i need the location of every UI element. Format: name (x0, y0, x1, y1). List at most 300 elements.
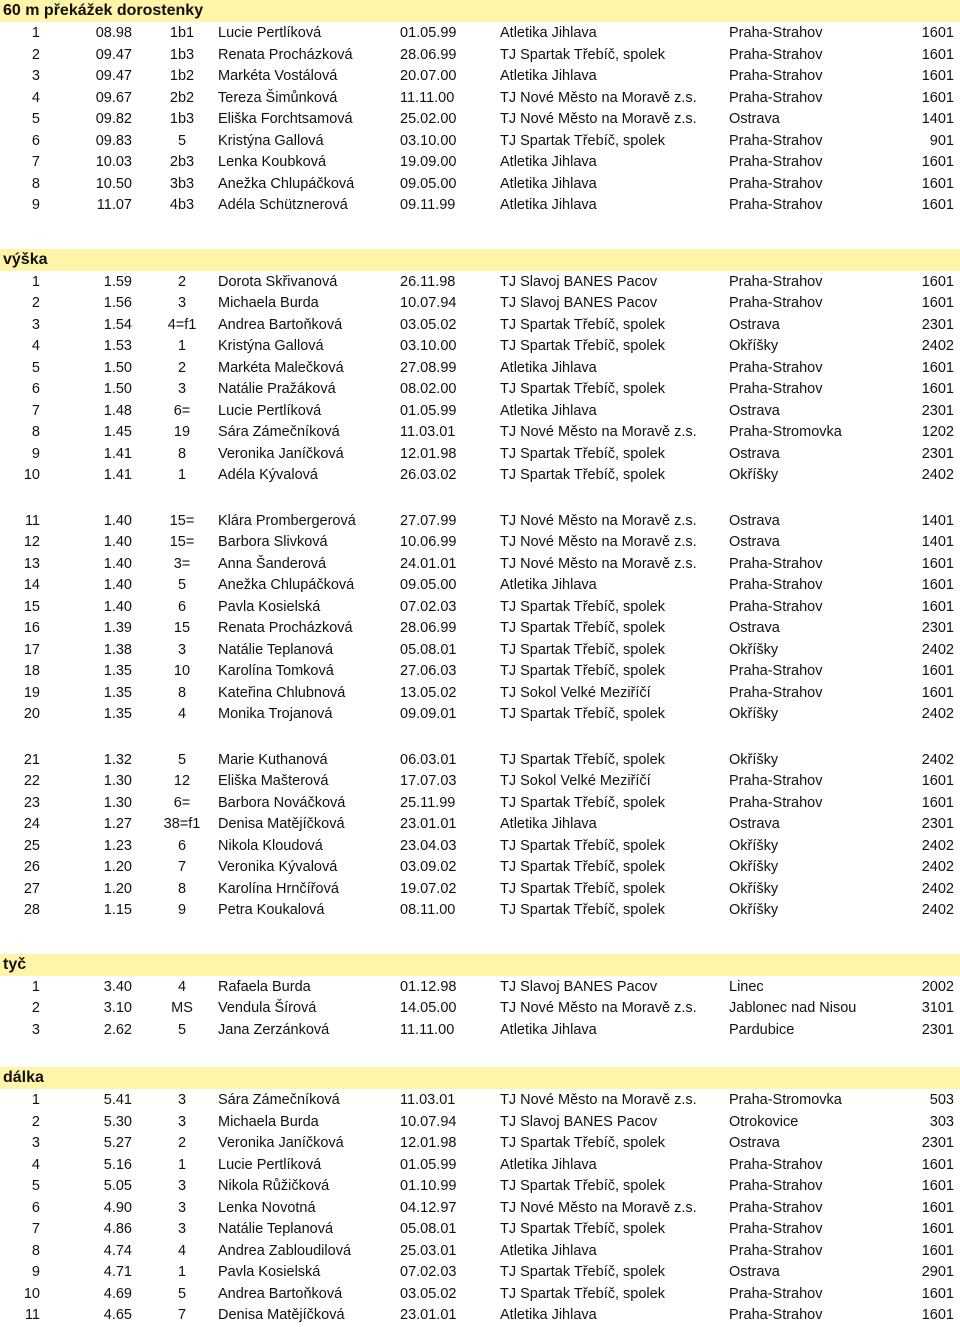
cell-venue: Praha-Strahov (729, 1178, 823, 1194)
cell-rank: 5 (31, 1178, 40, 1194)
cell-club: Atletika Jihlava (500, 1021, 597, 1038)
cell-venue: Praha-Strahov (729, 1285, 823, 1302)
cell-rank: 2 (31, 1113, 40, 1130)
cell-venue: Praha-Strahov (729, 577, 823, 593)
cell-name: Lucie Pertlíková (218, 25, 322, 41)
cell-name: Lucie Pertlíková (218, 1156, 322, 1173)
cell-name: Marie Kuthanová (218, 751, 328, 768)
cell-name: Kristýna Gallová (218, 338, 324, 354)
cell-name: Andrea Zabloudilová (218, 1242, 352, 1259)
cell-name: Nikola Kloudová (218, 837, 323, 854)
cell-place: 5 (177, 1285, 187, 1302)
cell-venue: Okříšky (729, 467, 779, 483)
cell-rank: 3 (31, 316, 40, 333)
result-row (0, 998, 960, 1020)
cell-venue: Praha-Strahov (729, 684, 823, 701)
cell-rank: 4 (31, 338, 40, 354)
cell-date: 1202 (921, 424, 954, 440)
section-title: tyč (0, 954, 960, 976)
result-row (0, 109, 960, 131)
cell-name: Renata Procházková (218, 46, 353, 63)
cell-name: Vendula Šírová (218, 1000, 317, 1016)
cell-rank: 8 (31, 1242, 40, 1259)
cell-club: TJ Spartak Třebíč, spolek (500, 316, 665, 333)
cell-date: 2402 (921, 837, 954, 854)
cell-date: 1601 (921, 1178, 954, 1194)
cell-born: 01.12.98 (400, 978, 457, 995)
cell-place: 2b3 (169, 154, 195, 170)
cell-perf: 1.30 (103, 773, 132, 789)
cell-venue: Praha-Strahov (729, 273, 823, 290)
cell-rank: 7 (31, 1221, 40, 1237)
cell-born: 05.08.01 (400, 641, 457, 658)
cell-rank: 3 (31, 68, 40, 84)
cell-born: 10.07.94 (400, 1113, 457, 1130)
cell-rank: 8 (31, 175, 40, 192)
cell-venue: Praha-Strahov (729, 663, 823, 679)
cell-club: TJ Nové Město na Moravě z.s. (500, 1199, 697, 1216)
cell-name: Petra Koukalová (218, 902, 325, 918)
result-row (0, 771, 960, 793)
cell-venue: Praha-Strahov (729, 773, 823, 789)
cell-born: 13.05.02 (400, 684, 457, 701)
cell-born: 10.06.99 (400, 534, 457, 550)
cell-place: 5 (177, 577, 187, 593)
cell-rank: 16 (23, 620, 40, 636)
cell-rank: 8 (31, 424, 40, 440)
cell-club: TJ Nové Město na Moravě z.s. (500, 1000, 697, 1016)
cell-rank: 2 (31, 295, 40, 311)
cell-perf: 1.48 (103, 402, 132, 419)
cell-perf: 1.41 (103, 467, 132, 483)
cell-venue: Okříšky (729, 859, 779, 875)
cell-name: Michaela Burda (218, 1113, 319, 1130)
cell-club: TJ Nové Město na Moravě z.s. (500, 512, 697, 529)
cell-club: TJ Spartak Třebíč, spolek (500, 751, 665, 768)
cell-perf: 1.50 (103, 359, 132, 376)
cell-place: MS (171, 1000, 193, 1016)
cell-place: 2b2 (169, 89, 195, 106)
cell-perf: 5.41 (103, 1092, 132, 1108)
result-row (0, 618, 960, 640)
cell-name: Anežka Chlupáčková (218, 175, 355, 192)
cell-club: TJ Spartak Třebíč, spolek (500, 663, 665, 679)
cell-perf: 1.40 (103, 577, 132, 593)
cell-perf: 1.23 (103, 837, 132, 854)
cell-date: 1601 (921, 1156, 954, 1173)
cell-rank: 3 (31, 1021, 40, 1038)
result-row (0, 174, 960, 196)
cell-venue: Praha-Strahov (729, 794, 823, 811)
cell-venue: Okříšky (729, 902, 779, 918)
cell-venue: Praha-Strahov (729, 1307, 823, 1323)
cell-club: TJ Slavoj BANES Pacov (500, 273, 658, 290)
cell-club: TJ Spartak Třebíč, spolek (500, 1264, 665, 1280)
cell-rank: 13 (23, 555, 40, 572)
cell-place: 6 (177, 598, 187, 615)
result-row (0, 640, 960, 662)
cell-date: 2301 (921, 816, 954, 832)
cell-perf: 1.35 (103, 706, 132, 722)
cell-perf: 1.53 (103, 338, 132, 354)
result-row (0, 704, 960, 726)
result-row (0, 88, 960, 110)
cell-club: Atletika Jihlava (500, 577, 597, 593)
cell-name: Jana Zerzánková (218, 1021, 330, 1038)
result-row (0, 750, 960, 772)
cell-venue: Praha-Strahov (729, 381, 823, 397)
result-row (0, 793, 960, 815)
cell-club: TJ Nové Město na Moravě z.s. (500, 534, 697, 550)
cell-date: 1601 (921, 175, 954, 192)
cell-venue: Pardubice (729, 1021, 795, 1038)
cell-venue: Okříšky (729, 751, 779, 768)
cell-perf: 1.35 (103, 663, 132, 679)
cell-rank: 20 (23, 706, 40, 722)
cell-venue: Linec (729, 978, 764, 995)
cell-place: 1b2 (169, 68, 195, 84)
cell-perf: 08.98 (95, 25, 132, 41)
cell-rank: 22 (23, 773, 40, 789)
cell-place: 4=f1 (167, 316, 197, 333)
cell-venue: Okříšky (729, 880, 779, 897)
cell-place: 6= (173, 402, 191, 419)
cell-rank: 19 (23, 684, 40, 701)
cell-perf: 5.30 (103, 1113, 132, 1130)
cell-rank: 12 (23, 534, 40, 550)
result-row (0, 315, 960, 337)
section (0, 249, 960, 922)
cell-place: 4 (177, 1242, 187, 1259)
cell-name: Lucie Pertlíková (218, 402, 322, 419)
result-row (0, 683, 960, 705)
cell-born: 09.11.99 (400, 197, 456, 213)
cell-name: Barbora Slivková (218, 534, 328, 550)
cell-born: 28.06.99 (400, 46, 457, 63)
cell-born: 10.07.94 (400, 295, 457, 311)
cell-rank: 6 (31, 381, 40, 397)
cell-place: 5 (177, 1021, 187, 1038)
cell-club: TJ Sokol Velké Meziříčí (500, 684, 651, 701)
cell-date: 901 (929, 132, 954, 149)
cell-place: 7 (177, 1307, 187, 1323)
cell-place: 3 (177, 1221, 187, 1237)
cell-venue: Praha-Strahov (729, 295, 823, 311)
cell-born: 04.12.97 (400, 1199, 457, 1216)
cell-date: 1601 (921, 381, 954, 397)
cell-perf: 3.10 (103, 1000, 132, 1016)
cell-born: 03.05.02 (400, 316, 457, 333)
result-row (0, 1155, 960, 1177)
cell-club: TJ Nové Město na Moravě z.s. (500, 89, 697, 106)
cell-name: Eliška Mašterová (218, 773, 329, 789)
cell-name: Kateřina Chlubnová (218, 684, 346, 701)
cell-venue: Praha-Strahov (729, 89, 823, 106)
cell-rank: 5 (31, 359, 40, 376)
cell-rank: 27 (23, 880, 40, 897)
cell-club: TJ Spartak Třebíč, spolek (500, 902, 665, 918)
cell-name: Anna Šanderová (218, 555, 327, 572)
cell-born: 26.03.02 (400, 467, 457, 483)
section-title: výška (0, 249, 960, 271)
cell-rank: 1 (31, 1092, 40, 1108)
cell-born: 14.05.00 (400, 1000, 457, 1016)
cell-venue: Ostrava (729, 1264, 780, 1280)
cell-rank: 4 (31, 1156, 40, 1173)
result-row (0, 857, 960, 879)
cell-perf: 1.40 (103, 598, 132, 615)
cell-venue: Okříšky (729, 338, 779, 354)
cell-born: 25.03.01 (400, 1242, 457, 1259)
cell-perf: 1.54 (103, 316, 132, 333)
cell-club: TJ Nové Město na Moravě z.s. (500, 111, 697, 127)
cell-club: TJ Spartak Třebíč, spolek (500, 641, 665, 658)
cell-born: 28.06.99 (400, 620, 457, 636)
cell-rank: 1 (31, 25, 40, 41)
cell-rank: 9 (31, 197, 40, 213)
cell-rank: 10 (23, 1285, 40, 1302)
result-row (0, 511, 960, 533)
cell-born: 26.11.98 (400, 273, 456, 290)
cell-rank: 2 (31, 1000, 40, 1016)
cell-venue: Praha-Strahov (729, 1221, 823, 1237)
cell-date: 2901 (921, 1264, 954, 1280)
cell-date: 2301 (921, 316, 954, 333)
cell-name: Sára Zámečníková (218, 424, 340, 440)
cell-name: Lenka Koubková (218, 154, 327, 170)
cell-born: 01.10.99 (400, 1178, 457, 1194)
cell-club: TJ Sokol Velké Meziříčí (500, 773, 651, 789)
cell-venue: Ostrava (729, 445, 780, 462)
cell-place: 1 (177, 1264, 187, 1280)
result-row (0, 379, 960, 401)
cell-date: 1601 (921, 1199, 954, 1216)
cell-rank: 24 (23, 816, 40, 832)
cell-perf: 1.20 (103, 859, 132, 875)
cell-perf: 1.20 (103, 880, 132, 897)
cell-rank: 7 (31, 154, 40, 170)
cell-date: 2402 (921, 880, 954, 897)
cell-date: 2402 (921, 859, 954, 875)
cell-club: TJ Spartak Třebíč, spolek (500, 1135, 665, 1151)
cell-place: 19 (173, 424, 191, 440)
cell-place: 12 (173, 773, 191, 789)
result-row (0, 879, 960, 901)
cell-rank: 9 (31, 1264, 40, 1280)
cell-club: TJ Spartak Třebíč, spolek (500, 880, 665, 897)
cell-rank: 6 (31, 1199, 40, 1216)
cell-venue: Okříšky (729, 837, 779, 854)
cell-club: Atletika Jihlava (500, 1156, 597, 1173)
result-row (0, 597, 960, 619)
cell-perf: 5.27 (103, 1135, 132, 1151)
cell-date: 1601 (921, 555, 954, 572)
cell-club: Atletika Jihlava (500, 68, 597, 84)
cell-date: 3101 (921, 1000, 954, 1016)
cell-place: 1b3 (169, 111, 195, 127)
result-row (0, 661, 960, 683)
cell-perf: 4.69 (103, 1285, 132, 1302)
cell-name: Adéla Schütznerová (218, 197, 348, 213)
cell-name: Lenka Novotná (218, 1199, 316, 1216)
cell-date: 2301 (921, 1135, 954, 1151)
cell-date: 303 (929, 1113, 954, 1130)
cell-date: 1601 (921, 598, 954, 615)
cell-place: 4b3 (169, 197, 195, 213)
cell-venue: Jablonec nad Nisou (729, 1000, 857, 1016)
cell-venue: Ostrava (729, 816, 780, 832)
cell-name: Andrea Bartoňková (218, 1285, 343, 1302)
result-row (0, 293, 960, 315)
cell-place: 1b1 (169, 25, 195, 41)
cell-venue: Praha-Strahov (729, 46, 823, 63)
cell-date: 1601 (921, 577, 954, 593)
cell-rank: 2 (31, 46, 40, 63)
cell-rank: 11 (24, 1307, 40, 1323)
cell-born: 17.07.03 (400, 773, 457, 789)
cell-place: 3 (177, 381, 187, 397)
cell-perf: 1.40 (103, 555, 132, 572)
cell-date: 2301 (921, 402, 954, 419)
cell-born: 19.09.00 (400, 154, 457, 170)
cell-place: 3 (177, 1092, 187, 1108)
cell-date: 2301 (921, 620, 954, 636)
cell-rank: 10 (23, 467, 40, 483)
cell-name: Eliška Forchtsamová (218, 111, 353, 127)
cell-perf: 5.05 (103, 1178, 132, 1194)
cell-rank: 15 (23, 598, 40, 615)
cell-venue: Ostrava (729, 512, 780, 529)
result-row (0, 358, 960, 380)
cell-rank: 21 (23, 751, 40, 768)
result-row (0, 1020, 960, 1042)
cell-venue: Ostrava (729, 316, 780, 333)
cell-place: 8 (177, 445, 187, 462)
cell-date: 503 (929, 1092, 954, 1108)
cell-date: 1601 (921, 1221, 954, 1237)
cell-rank: 26 (23, 859, 40, 875)
cell-rank: 4 (31, 89, 40, 106)
cell-place: 2 (177, 273, 187, 290)
cell-born: 03.05.02 (400, 1285, 457, 1302)
result-row (0, 152, 960, 174)
cell-born: 11.11.00 (400, 89, 455, 106)
cell-name: Denisa Matějíčková (218, 1307, 345, 1323)
cell-place: 1 (177, 1156, 187, 1173)
cell-date: 2402 (921, 902, 954, 918)
cell-date: 2402 (921, 338, 954, 354)
cell-date: 1601 (921, 794, 954, 811)
cell-venue: Praha-Strahov (729, 1242, 823, 1259)
cell-date: 1601 (921, 68, 954, 84)
cell-place: 7 (177, 859, 187, 875)
cell-club: TJ Spartak Třebíč, spolek (500, 620, 665, 636)
result-row (0, 336, 960, 358)
result-row (0, 1305, 960, 1327)
cell-rank: 1 (31, 978, 40, 995)
cell-born: 12.01.98 (400, 1135, 457, 1151)
cell-born: 23.01.01 (400, 1307, 457, 1323)
cell-name: Kristýna Gallová (218, 132, 324, 149)
cell-club: Atletika Jihlava (500, 402, 597, 419)
cell-venue: Praha-Strahov (729, 25, 823, 41)
cell-perf: 1.15 (103, 902, 132, 918)
cell-perf: 4.65 (103, 1307, 132, 1323)
cell-date: 1601 (921, 197, 954, 213)
cell-place: 3 (177, 295, 187, 311)
cell-perf: 4.90 (103, 1199, 132, 1216)
cell-born: 09.05.00 (400, 577, 457, 593)
cell-rank: 6 (31, 132, 40, 149)
cell-venue: Praha-Strahov (729, 598, 823, 615)
cell-venue: Praha-Strahov (729, 68, 823, 84)
cell-born: 11.03.01 (400, 424, 456, 440)
cell-perf: 4.71 (103, 1264, 132, 1280)
cell-born: 07.02.03 (400, 598, 457, 615)
cell-perf: 3.40 (103, 978, 132, 995)
result-row (0, 1176, 960, 1198)
cell-place: 3= (173, 555, 191, 572)
cell-name: Veronika Kývalová (218, 859, 338, 875)
cell-perf: 1.35 (103, 684, 132, 701)
cell-perf: 1.45 (103, 424, 132, 440)
cell-date: 1601 (921, 295, 954, 311)
result-row (0, 1090, 960, 1112)
cell-place: 3b3 (169, 175, 195, 192)
cell-born: 09.09.01 (400, 706, 457, 722)
cell-venue: Praha-Strahov (729, 175, 823, 192)
cell-club: TJ Spartak Třebíč, spolek (500, 445, 665, 462)
cell-date: 2402 (921, 467, 954, 483)
cell-date: 1401 (921, 512, 954, 529)
cell-name: Andrea Bartoňková (218, 316, 343, 333)
cell-club: TJ Nové Město na Moravě z.s. (500, 1092, 697, 1108)
cell-born: 27.06.03 (400, 663, 457, 679)
cell-born: 12.01.98 (400, 445, 457, 462)
cell-perf: 1.27 (103, 816, 132, 832)
cell-club: Atletika Jihlava (500, 816, 597, 832)
cell-perf: 09.82 (95, 111, 132, 127)
cell-venue: Praha-Strahov (729, 1156, 823, 1173)
result-row (0, 444, 960, 466)
result-row (0, 1133, 960, 1155)
cell-club: Atletika Jihlava (500, 1307, 597, 1323)
result-row (0, 1284, 960, 1306)
result-row (0, 23, 960, 45)
cell-perf: 1.41 (103, 445, 132, 462)
result-row (0, 1112, 960, 1134)
cell-rank: 25 (23, 837, 40, 854)
cell-venue: Ostrava (729, 534, 780, 550)
cell-name: Pavla Kosielská (218, 1264, 321, 1280)
cell-date: 1601 (921, 1242, 954, 1259)
cell-date: 1601 (921, 684, 954, 701)
cell-name: Markéta Vostálová (218, 68, 338, 84)
cell-venue: Ostrava (729, 1135, 780, 1151)
cell-club: TJ Slavoj BANES Pacov (500, 978, 658, 995)
cell-born: 09.05.00 (400, 175, 457, 192)
cell-date: 1601 (921, 663, 954, 679)
cell-rank: 14 (23, 577, 40, 593)
cell-name: Denisa Matějíčková (218, 816, 345, 832)
cell-place: 3 (177, 641, 187, 658)
cell-place: 4 (177, 978, 187, 995)
cell-club: TJ Slavoj BANES Pacov (500, 295, 658, 311)
cell-venue: Praha-Stromovka (729, 424, 842, 440)
cell-rank: 5 (31, 111, 40, 127)
section-title: 60 m překážek dorostenky (0, 0, 960, 22)
cell-place: 15 (173, 620, 191, 636)
